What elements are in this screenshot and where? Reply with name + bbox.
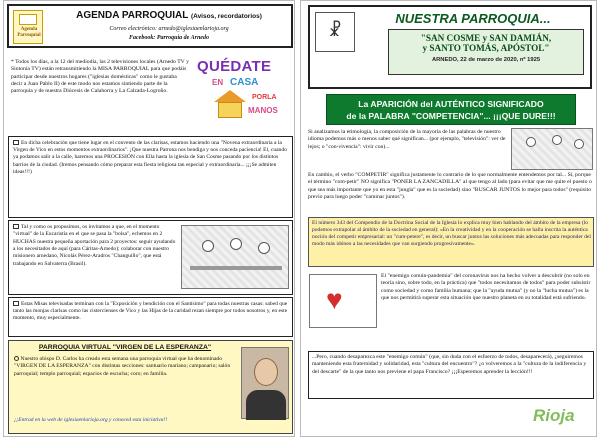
illus-figure <box>552 135 562 145</box>
drawing-person <box>230 238 242 250</box>
santisimo-box <box>8 297 293 337</box>
poster-house-body <box>218 102 242 118</box>
competir-paragraph: En cambio, el verbo "COMPETIR" significa justamente lo contrario de lo que normalmente entendemos por tal... Sí, porque el término "com-petir" NO significa "PONER LA ZANCADILLA" al que tengo al lado (para evitar que me quite el puesto o que sea más importante que yo en esta "jungla" que es la sociedad) sino "BUSCAR JUNTOS lo mejor para todos" (requisito previo para luego poder "caminar juntos"). <box>308 172 592 200</box>
agenda-email: Correo electrónico: arnedo@iglesiaenlarioja.org <box>109 26 229 32</box>
novena-box <box>8 136 293 218</box>
headline-line1: La APARICIÓN del AUTÉNTICO SIGNIFICADO <box>358 99 544 109</box>
drawing-person <box>258 242 270 254</box>
illus-figure <box>526 137 536 147</box>
novena-text <box>13 140 289 176</box>
hand-pointer-icon <box>13 140 19 145</box>
bishop-photo <box>241 347 289 419</box>
parish-name-box <box>388 29 584 75</box>
drawing-table <box>190 266 282 270</box>
enemigo-comun-paragraph: El "enemigo común-pandemia" del coronavirus nos ha hecho volver a descubrir (no solo en teoría sino, sobre todo, en la práctica) que "todos necesitamos de todos" para poder subsistir como sociedad y como familia humana; que la "ayuda mutua" (y no la "lucha mutua") es la que nos permitirá superar esta situación que nuestro planeta en su totalidad está sufriendo. <box>381 273 591 301</box>
left-page <box>3 0 295 437</box>
logo-page-icon <box>19 14 37 25</box>
headline-line2: de la PALABRA "COMPETENCIA"... ¡¡¡QUE DURE!!! <box>346 111 556 121</box>
poster-word-casa: CASA <box>230 77 259 88</box>
drawing-person <box>202 240 214 252</box>
virtual-parish-body <box>14 356 236 378</box>
photo-face <box>254 358 278 386</box>
headline-box <box>326 94 576 125</box>
compendio-box <box>308 217 594 267</box>
heart-icon: ♥ <box>326 285 343 316</box>
parish-header <box>308 5 592 89</box>
poster-word-manos: MANOS <box>248 106 278 115</box>
virtual-parish-box <box>8 340 293 434</box>
poster-word-en: EN <box>212 78 224 87</box>
poster-word-porla: PORLA <box>252 94 277 101</box>
agenda-title-suffix: (Avisos, recordatorios) <box>190 13 262 20</box>
poster-title: QUÉDATE <box>197 58 272 75</box>
santisimo-paragraph: Estas Misas televisadas terminan con la "Exposición y bendición con el Santísimo" para todas nuestras casas: sabed que tanto las monjas clarisas como las cistercienses de Vico y las Hijas de la caridad rezan siempre por todos nosotros y, en este momento, muy especialmente. <box>13 301 288 322</box>
agenda-header <box>7 4 293 48</box>
huchas-paragraph: Tal y como os propusimos, os invitamos a que, en el momento "virtual" de la Eucaristía en el que se pasa la "bolsa", echemos en 2 HUCHAS nuestra pequeña aportación para 2 proyectos: seguir ayudando a los necesitados de aquí (para Cáritas-Arnedo); colaborar con nuestro misionero arnedano, Nicolás Pérez-Aradros "Changuillo", que está trabajando en Salvaterra (Brasil). <box>13 224 176 267</box>
agenda-logo <box>13 10 43 44</box>
conclusion-box <box>308 351 594 399</box>
agenda-facebook: Facebook: Parroquia de Arnedo <box>129 35 209 42</box>
parish-name-line1: "SAN COSME y SAN DAMIÁN, <box>420 33 552 43</box>
virtual-parish-description: Nuestro obispo D. Carlos ha creado esta semana una parroquia virtual que ha denominado "VIRGEN DE LA ESPERANZA" con distintas secciones: santuario mariano; campanario; salón parroquial; templo parroquial; espacios de escucha; coro; en familia. <box>14 356 231 377</box>
novena-paragraph: En dicha celebración que tiene lugar en el convento de las clarisas, estamos haciendo una "Novena extraordinaria a la Virgen de Vico en estos momentos extraordinarios". ¡Que nuestra Patrona nos bendiga y nos conceda paciencia! El, cuando ya podamos salir a la calle, haremos una PROCESIÓN con Ella hasta la iglesia de San Cosme pasando por los distintos barrios de la ciudad. (Iremos pensando cómo preparar esta fiesta religiosa tan especial y extraordinaria... ¡¡¡Se admiten ideas!!!) <box>13 140 287 175</box>
huchas-text <box>13 224 176 268</box>
conclusion-paragraph: ...Pero, cuando desaparezca este "enemigo común" (que, sin duda con el esfuerzo de todos, desaparecerá), ¿seguiremos manteniendo esta fraternidad y solidaridad, esta "cultura del encuentro"? ¿o volveremos a la "cultura de la indiferencia y del descarte" de la que tanto nos previene el papa Francisco? ¡¡¡Esperemos aprender la lección!!! <box>312 354 587 375</box>
competitors-illustration <box>511 128 593 170</box>
parish-logo <box>315 12 355 52</box>
agenda-title: AGENDA PARROQUIAL <box>76 10 189 21</box>
agenda-title-line <box>47 10 291 21</box>
hand-pointer-icon <box>13 224 19 229</box>
right-page <box>300 0 597 437</box>
photo-shoulders <box>246 390 286 420</box>
chi-rho-icon: ☧ <box>328 21 342 41</box>
rioja-watermark: Rioja <box>533 406 575 425</box>
virtual-parish-title: PARROQUIA VIRTUAL "VIRGEN DE LA ESPERANZA" <box>38 344 212 351</box>
quedate-en-casa-poster <box>194 56 289 133</box>
agenda-title-block <box>47 10 291 43</box>
hand-pointer-icon <box>13 301 19 306</box>
family-drawing-illustration <box>181 225 289 289</box>
bullet-icon <box>14 356 19 361</box>
santisimo-text <box>13 301 289 323</box>
parish-name-line2: y SANTO TOMÁS, APÓSTOL" <box>422 43 550 53</box>
nuestra-parroquia-title: NUESTRA PARROQUIA... <box>395 11 551 26</box>
poster-house-icon <box>214 90 246 102</box>
heart-hands-illustration <box>309 274 377 328</box>
parish-dateline: ARNEDO, 22 de marzo de 2020, nº 1925 <box>431 57 541 63</box>
huchas-box <box>8 220 293 295</box>
illus-figure <box>574 139 584 149</box>
etymology-paragraph: Si analizamos la etimología, la composición de la mayoría de las palabras de nuestro idioma podemos más o menos saber qué significan... (por ejemplo, "televisión": ver de lejos; o "con-vivencia": vivir con)... <box>308 129 506 150</box>
intro-paragraph: * Todos los días, a la 12 del mediodía, las 2 televisiones locales (Arnedo TV y Sintonía TV) están retransmitiendo la MISA PARROQUIAL para que podáis participar desde nuestros hogares ("iglesias domésticas" como le gustaba decir a Juan Pablo II) de este modo nos estamos sintiendo parte de la parroquia y de nuestra Diócesis de Calahorra y La Calzada-Logroño. <box>11 59 189 95</box>
compendio-paragraph: El número 343 del Compendio de la Doctrina Social de la Iglesia lo explica muy bien hablando del ámbito de la empresa (lo podemos extrapolar al ámbito de la sociedad en general): «En la creatividad y en la cooperación se halla inscrita la auténtica noción del competir empresarial: un "cum-petere", es decir, un buscar juntos las soluciones más adecuadas para responder del modo más idóneo a las necesidades que van surgiendo progresivamente». <box>312 220 591 248</box>
virtual-parish-link[interactable]: ¡¡Entrad en la web de iglesiaenlarioja.org y conoced esta iniciativa!! <box>14 417 168 423</box>
logo-label: Agenda Parroquial <box>17 27 41 38</box>
